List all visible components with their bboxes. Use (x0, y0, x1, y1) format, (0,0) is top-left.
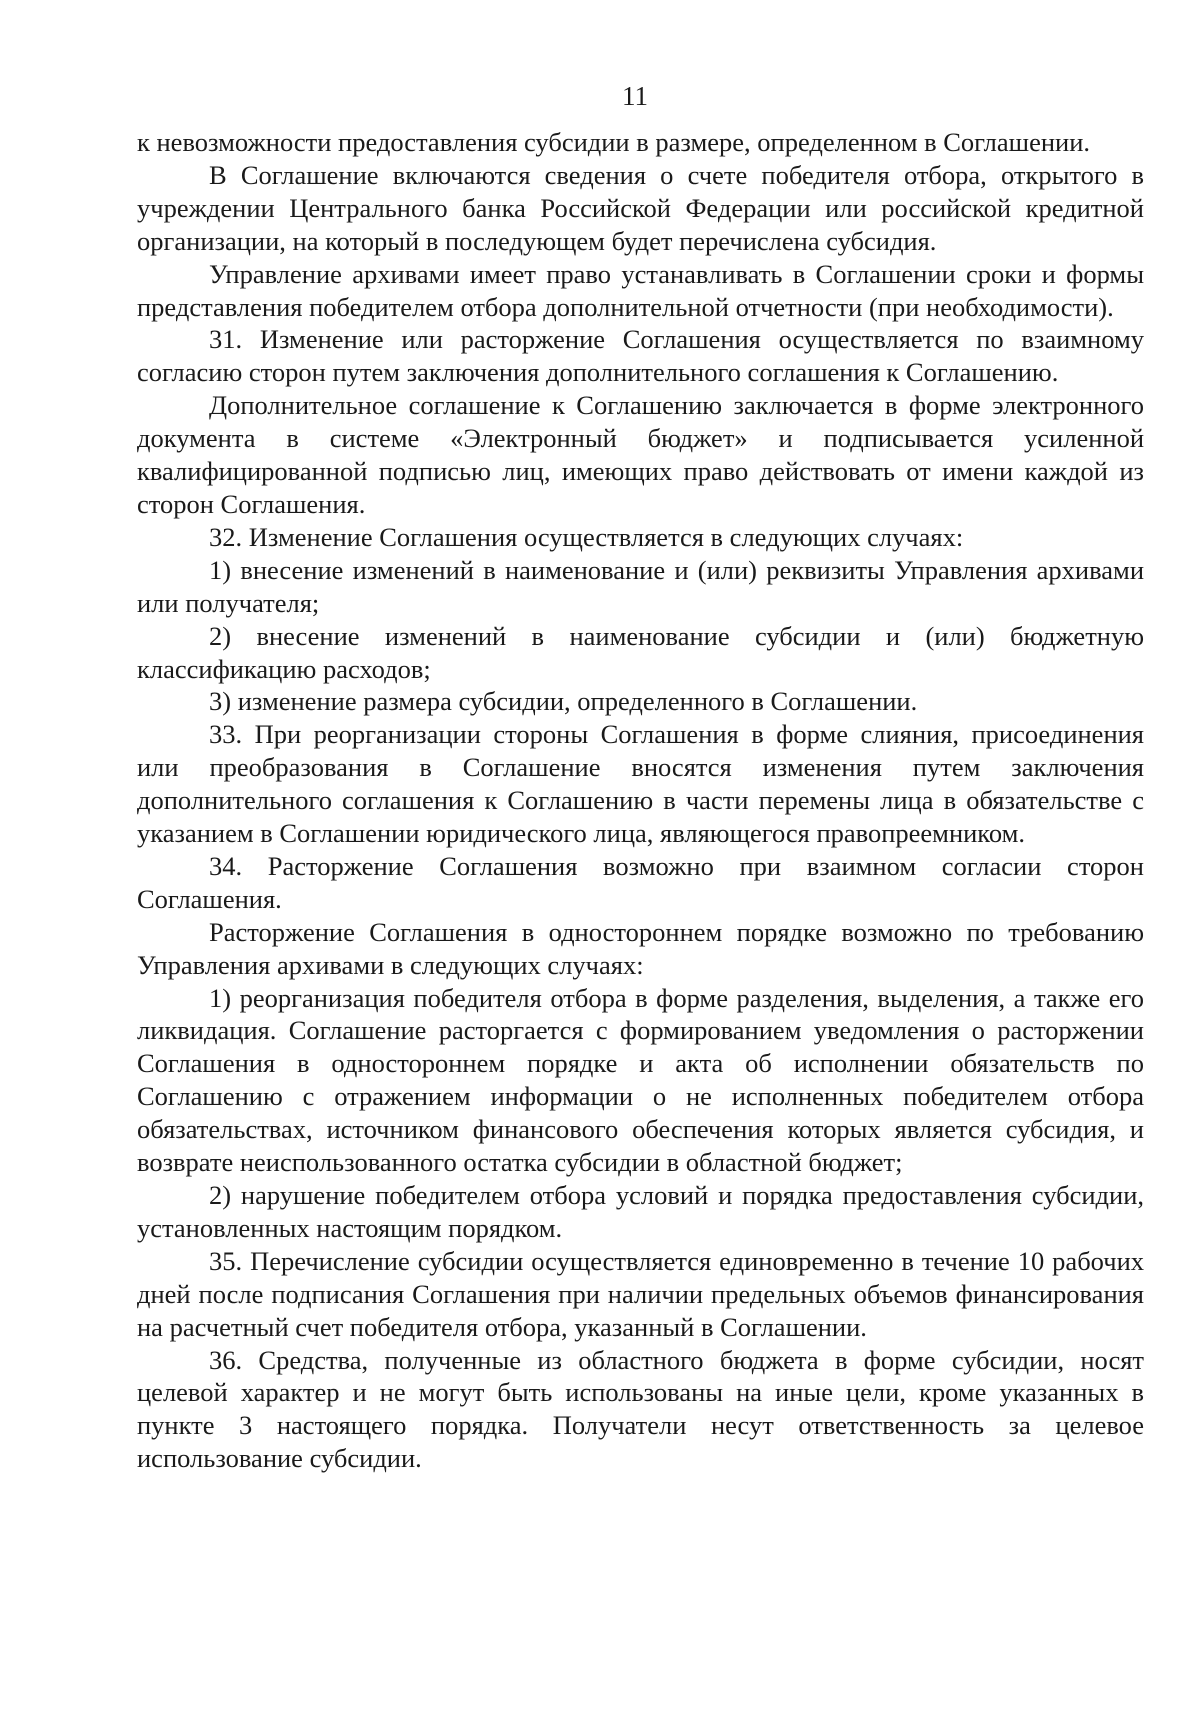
paragraph-clause-34: 34. Расторжение Соглашения возможно при взаимном согласии сторон Соглашения. (137, 850, 1144, 914)
paragraph-reporting-rights: Управление архивами имеет право устанавливать в Соглашении сроки и формы представления победителем отбора дополнительной отчетности (при необходимости). (137, 258, 1144, 322)
paragraph-clause-33: 33. При реорганизации стороны Соглашения в форме слияния, присоединения или преобразования в Соглашение вносятся изменения путем заключения дополнительного соглашения к Соглашению в части перемены лица в обязательстве с указанием в Соглашении юридического лица, являющегося правопреемником. (137, 719, 1144, 849)
paragraph-continuation: к невозможности предоставления субсидии в размере, определенном в Соглашении. (137, 127, 1091, 157)
paragraph-unilateral-termination: Расторжение Соглашения в одностороннем порядке возможно по требованию Управления архивами в следующих случаях: (137, 916, 1144, 980)
paragraph-account-info: В Соглашение включаются сведения о счете победителя отбора, открытого в учреждении Центрального банка Российской Федерации или российской кредитной организации, на который в последующем будет перечислена субсидия. (137, 159, 1144, 256)
paragraph-clause-32: 32. Изменение Соглашения осуществляется в следующих случаях: (209, 521, 964, 552)
list-item-32-2: 2) внесение изменений в наименование субсидии и (или) бюджетную классификацию расходов; (137, 620, 1144, 684)
paragraph-additional-agreement: Дополнительное соглашение к Соглашению заключается в форме электронного документа в системе «Электронный бюджет» и подписывается усиленной квалифицированной подписью лиц, имеющих право действовать от имени каждой из сторон Соглашения. (137, 390, 1144, 519)
page-number: 11 (622, 81, 648, 111)
list-item-32-1: 1) внесение изменений в наименование и (или) реквизиты Управления архивами или получателя; (137, 554, 1144, 618)
list-item-32-3: 3) изменение размера субсидии, определенного в Соглашении. (209, 686, 918, 717)
paragraph-clause-31: 31. Изменение или расторжение Соглашения осуществляется по взаимному согласию сторон путем заключения дополнительного соглашения к Соглашению. (137, 324, 1144, 388)
list-item-34-2: 2) нарушение победителем отбора условий и порядка предоставления субсидии, установленных настоящим порядком. (137, 1180, 1144, 1243)
document-body (137, 126, 1144, 1475)
paragraph-clause-35: 35. Перечисление субсидии осуществляется единовременно в течение 10 рабочих дней после подписания Соглашения при наличии предельных объемов финансирования на расчетный счет победителя отбора, указанный в Соглашении. (137, 1245, 1144, 1342)
paragraph-clause-36: 36. Средства, полученные из областного бюджета в форме субсидии, носят целевой характер и не могут быть использованы на иные цели, кроме указанных в пункте 3 настоящего порядка. Получатели несут ответственность за целевое использование субсидии. (137, 1344, 1144, 1474)
list-item-34-1: 1) реорганизация победителя отбора в форме разделения, выделения, а также его ликвидация. Соглашение расторгается с формированием уведомления о расторжении Соглашения в одностороннем порядке и акта об исполнении обязательств по Соглашению с отражением информации о не исполненных победителем отбора обязательствах, источником финансового обеспечения которых является субсидия, и возврате неиспользованного остатка субсидии в областной бюджет; (137, 982, 1144, 1178)
